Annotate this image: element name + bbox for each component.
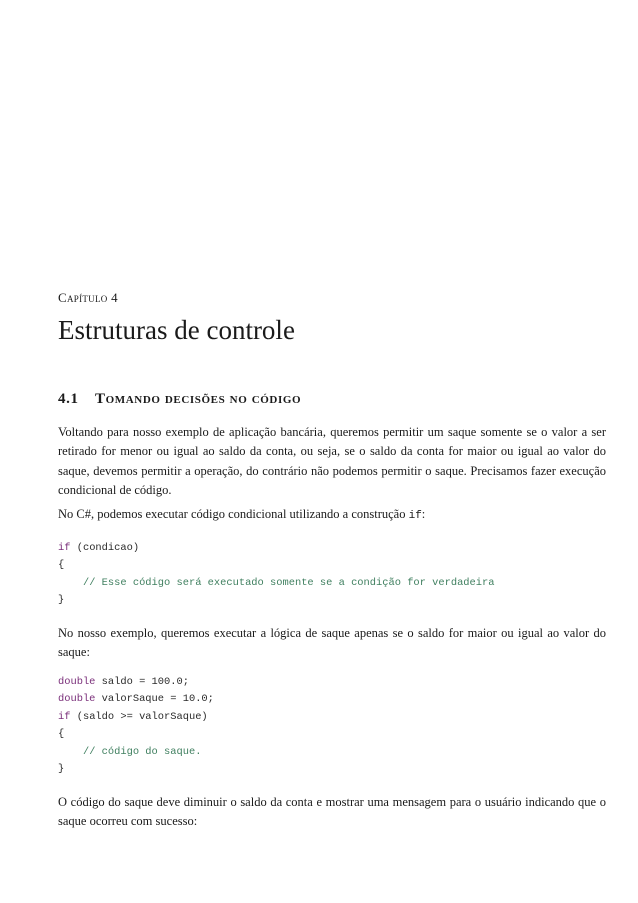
section-title: Tomando decisões no código [95, 391, 302, 407]
code-keyword: double [58, 693, 96, 706]
paragraph-if-construct [58, 505, 606, 526]
code-keyword: if [58, 542, 71, 554]
paragraph-text-end: : [421, 507, 426, 521]
code-comment: // código do saque. [82, 745, 202, 758]
section-heading [58, 391, 301, 408]
code-block-saque [58, 674, 214, 778]
code-text: saldo = 100.0; [95, 676, 189, 688]
code-text: } [58, 594, 65, 607]
code-keyword: if [58, 710, 71, 723]
paragraph-example: No nosso exemplo, queremos executar a lógica de saque apenas se o saldo for maior ou igual ao valor do saque: [58, 626, 606, 660]
code-indent [58, 577, 83, 589]
chapter-title: Estruturas de controle [58, 315, 295, 345]
paragraph-text: No C#, podemos executar código condicional utilizando a construção [58, 507, 409, 521]
code-comment: // Esse código será executado somente se a condição for verdadeira [82, 576, 495, 589]
code-text: (condicao) [70, 542, 140, 554]
paragraph-saque-code: O código do saque deve diminuir o saldo da conta e mostrar uma mensagem para o usuário indicando que o saque ocorreu com sucesso: [58, 795, 606, 829]
code-indent [58, 746, 83, 758]
code-block-if [58, 540, 495, 610]
code-text: } [58, 763, 65, 776]
paragraph-intro: Voltando para nosso exemplo de aplicação bancária, queremos permitir um saque somente se o valor a ser retirado for menor ou igual ao saldo da conta, ou seja, se o saldo da conta for maior ou igual ao valor do saque, devemos permitir a operação, do contrário não podemos permitir o saque. Precisamos fazer execução condicional de código. [58, 425, 606, 498]
code-text: { [58, 728, 65, 741]
section-number: 4.1 [58, 391, 79, 407]
inline-code-if: if [408, 510, 422, 522]
code-text: valorSaque = 10.0; [95, 693, 214, 706]
chapter-label: Capítulo 4 [58, 290, 118, 305]
code-keyword: double [58, 676, 96, 688]
code-text: { [58, 559, 65, 572]
code-text: (saldo >= valorSaque) [70, 710, 208, 723]
